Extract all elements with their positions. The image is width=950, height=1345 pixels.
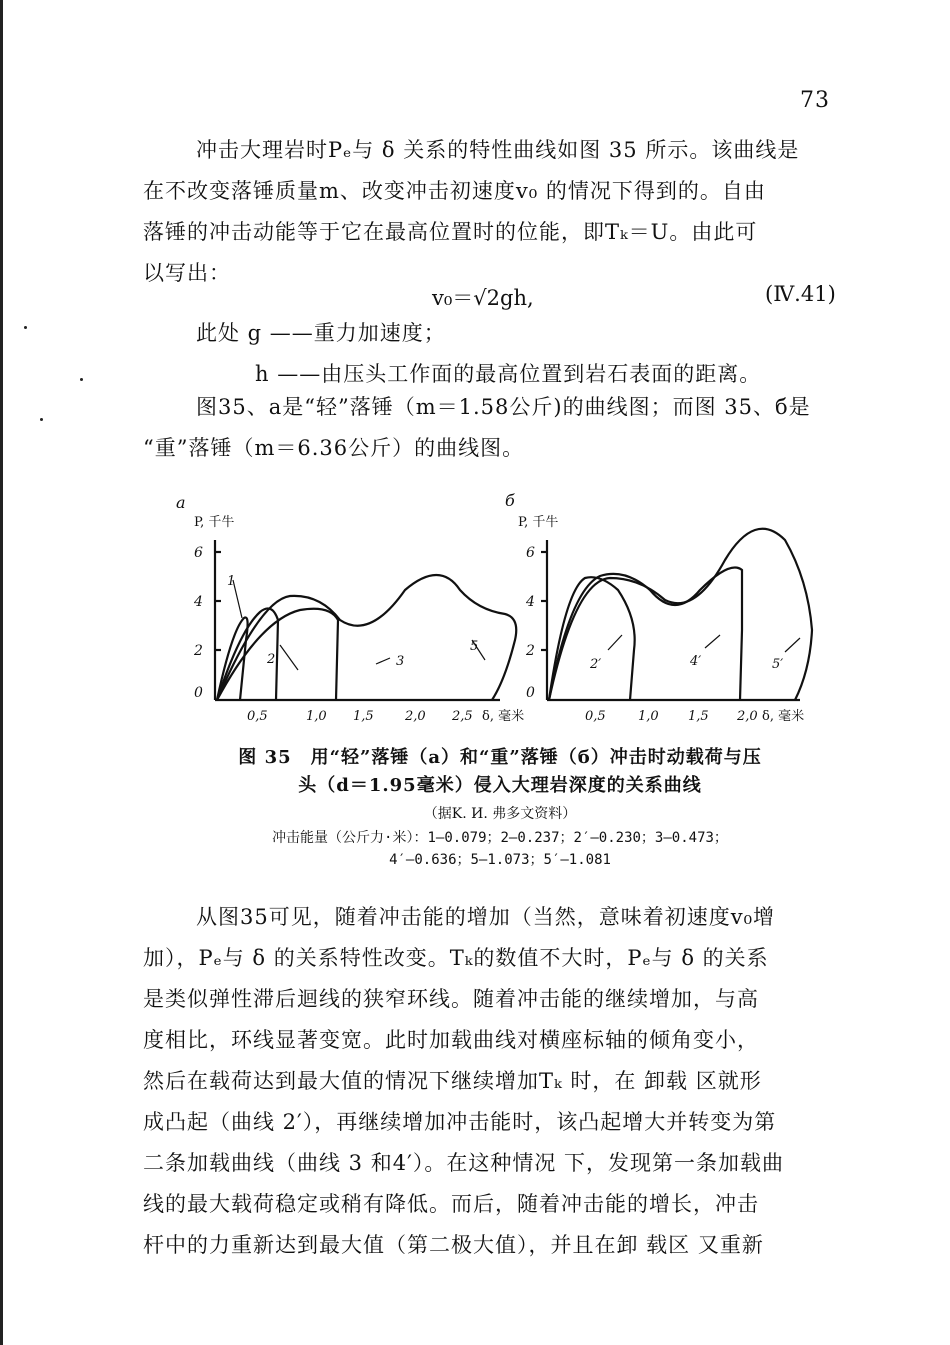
figure-reference-paragraph [143, 387, 863, 469]
intro-paragraph [143, 130, 863, 294]
text-line: “重”落锤（m＝6.36公斤）的曲线图。 [143, 436, 525, 460]
caption-line: 头（d＝1.95毫米）侵入大理岩深度的关系曲线 [298, 775, 702, 796]
panel-a-curve-label: 3 [396, 654, 405, 669]
definitions [143, 313, 863, 395]
panel-a-letter: a [176, 493, 186, 512]
panel-a-x-tick: 2,0 [405, 709, 426, 724]
panel-a [176, 493, 524, 724]
scan-speck [24, 326, 27, 329]
panel-a-curve-5 [217, 575, 516, 700]
panel-b-y-tick: 2 [526, 643, 535, 659]
text-line: 图35、a是“轻”落锤（m＝1.58公斤)的曲线图；而图 35、б是 [196, 395, 811, 419]
equation-number: (Ⅳ.41) [765, 282, 836, 306]
text-line: 在不改变落锤质量m、改变冲击初速度v₀ 的情况下得到的。自由 [143, 179, 766, 203]
panel-b-curve-label: 4′ [690, 654, 702, 669]
leader-line [785, 638, 800, 652]
panel-b-curve-label: 2′ [590, 657, 602, 672]
leader-line [280, 645, 298, 670]
page-binding-edge [0, 0, 3, 1345]
text-line: 以写出： [143, 261, 231, 285]
panel-a-y-tick: 0 [194, 685, 203, 701]
body-paragraph [143, 897, 863, 1266]
panel-a-x-tick: 1,5 [353, 709, 374, 724]
text-line: 加），Pₑ与 δ 的关系特性改变。Tₖ的数值不大时，Pₑ与 δ 的关系 [143, 946, 769, 970]
definition-g: 此处 g ——重力加速度； [196, 321, 446, 345]
panel-a-x-tick: 2,5 [452, 709, 473, 724]
panel-b-y-label: P, 千牛 [518, 515, 559, 530]
caption-note [150, 827, 850, 871]
panel-a-x-tick: 0,5 [247, 709, 268, 724]
equation-formula: v₀＝√2gh, [432, 286, 534, 310]
panel-b-curve-2prime [549, 577, 635, 700]
panel-a-y-tick: 4 [194, 594, 203, 610]
panel-a-y-tick: 2 [194, 643, 203, 659]
panel-b-x-unit: δ, 毫米 [762, 709, 805, 724]
text-line: 然后在载荷达到最大值的情况下继续增加Tₖ 时，在 卸载 区就形 [143, 1069, 762, 1093]
panel-b-letter: б [505, 491, 515, 510]
caption-note-line: 冲击能量（公斤力·米）：1—0.079；2—0.237；2′—0.230；3—0.473； [272, 830, 728, 846]
text-line: 落锤的冲击动能等于它在最高位置时的位能，即Tₖ＝U。由此可 [143, 220, 758, 244]
text-line: 二条加载曲线（曲线 3 和4′）。在这种情况 下，发现第一条加载曲 [143, 1151, 785, 1175]
caption-line: 图 35 用“轻”落锤（a）和“重”落锤（б）冲击时动载荷与压 [238, 747, 762, 768]
panel-a-curve-label: 5 [470, 639, 479, 654]
panel-a-curve-label: 1 [227, 574, 236, 589]
caption-note-line: 4′—0.636；5—1.073；5′—1.081 [389, 852, 611, 868]
panel-a-y-tick: 6 [194, 545, 203, 561]
text-line: 冲击大理岩时Pₑ与 δ 关系的特性曲线如图 35 所示。该曲线是 [196, 138, 800, 162]
panel-b [505, 491, 812, 724]
panel-a-x-unit: δ, 毫米 [482, 709, 525, 724]
panel-b-y-tick: 0 [526, 685, 535, 701]
panel-a-y-label: P, 千牛 [194, 515, 235, 530]
leader-line [376, 658, 390, 664]
text-line: 是类似弹性滞后迴线的狭窄环线。随着冲击能的继续增加，与高 [143, 987, 759, 1011]
panel-b-curve-label: 5′ [772, 657, 784, 672]
page-number: 73 [800, 88, 830, 113]
panel-b-x-tick: 2,0 [737, 709, 758, 724]
panel-b-curve-5prime [549, 529, 812, 700]
figure-35 [160, 490, 840, 730]
text-line: 成凸起（曲线 2′），再继续增加冲击能时，该凸起增大并转变为第 [143, 1110, 777, 1134]
text-line: 度相比，环线显著变宽。此时加载曲线对横座标轴的倾角变小， [143, 1028, 759, 1052]
panel-b-x-tick: 1,0 [638, 709, 659, 724]
scan-speck [80, 378, 83, 381]
text-line: 线的最大载荷稳定或稍有降低。而后，随着冲击能的增长，冲击 [143, 1192, 759, 1216]
panel-b-x-tick: 0,5 [585, 709, 606, 724]
leader-line [705, 635, 720, 648]
text-line: 从图35可见，随着冲击能的增加（当然，意味着初速度v₀增 [196, 905, 776, 929]
panel-a-curve-label: 2 [267, 652, 276, 667]
panel-b-y-tick: 4 [526, 594, 535, 610]
text-line: 杆中的力重新达到最大值（第二极大值），并且在卸 载区 又重新 [143, 1233, 764, 1257]
panel-b-y-tick: 6 [526, 545, 535, 561]
caption-source: （据K. И. 弗多文资料） [423, 806, 577, 822]
scan-speck [40, 418, 43, 421]
panel-a-x-tick: 1,0 [306, 709, 327, 724]
leader-line [608, 635, 622, 650]
panel-b-x-tick: 1,5 [688, 709, 709, 724]
definition-h: h ——由压头工作面的最高位置到岩石表面的距离。 [255, 362, 762, 386]
figure-caption [150, 744, 850, 800]
